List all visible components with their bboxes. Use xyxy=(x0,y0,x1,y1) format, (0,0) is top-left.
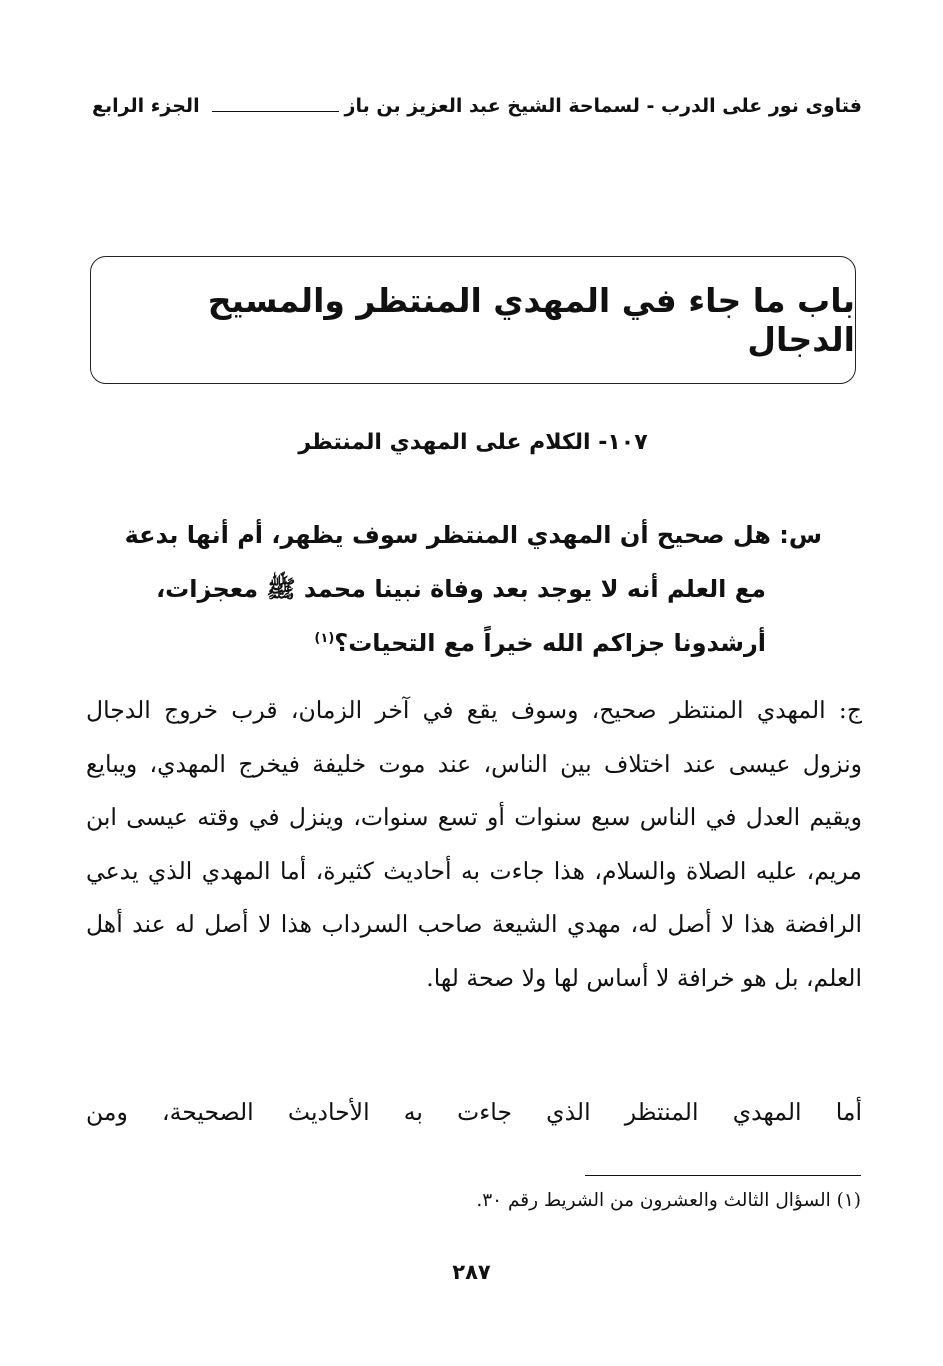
page-number: ٢٨٧ xyxy=(452,1260,491,1284)
section-heading: ١٠٧- الكلام على المهدي المنتظر xyxy=(298,430,648,455)
question-block xyxy=(112,508,822,670)
running-header-part: الجزء الرابع xyxy=(92,95,200,117)
footnote: (١) السؤال الثالث والعشرون من الشريط رقم ٣٠. xyxy=(476,1190,861,1211)
footnote-separator xyxy=(585,1175,861,1176)
running-header xyxy=(92,86,862,126)
question-line-3: أرشدونا جزاكم الله خيراً مع التحيات؟ xyxy=(334,629,766,657)
chapter-title: باب ما جاء في المهدي المنتظر والمسيح الدجال xyxy=(207,281,855,359)
footnote-reference[interactable]: (١) xyxy=(314,631,335,646)
question-line-2: مع العلم أنه لا يوجد بعد وفاة نبينا محمد ﷺ معجزات، xyxy=(156,575,766,603)
chapter-title-box xyxy=(90,256,856,384)
answer-paragraph: ج: المهدي المنتظر صحيح، وسوف يقع في آخر الزمان، قرب خروج الدجال ونزول عيسى عند اختلاف بين الناس، عند موت خليفة فيخرج المهدي، ويبايع ويقيم العدل في الناس سبع سنوات أو تسع سنوات، وينزل في وقته عيسى ابن مريم، عليه الصلاة والسلام، هذا جاءت به أحاديث كثيرة، أما المهدي الذي يدعي الرافضة هذا لا أصل له، مهدي الشيعة صاحب السرداب هذا لا أصل له عند أهل العلم، بل هو خرافة لا أساس لها ولا صحة لها. xyxy=(86,696,862,992)
running-header-title: فتاوى نور على الدرب - لسماحة الشيخ عبد العزيز بن باز xyxy=(344,95,862,117)
answer-paragraph-continued: أما المهدي المنتظر الذي جاءت به الأحاديث الصحيحة، ومن xyxy=(86,1098,862,1126)
question-line-1: س: هل صحيح أن المهدي المنتظر سوف يظهر، أم أنها بدعة xyxy=(124,521,822,549)
header-rule xyxy=(212,111,339,112)
question-line-3-wrap xyxy=(112,616,822,670)
